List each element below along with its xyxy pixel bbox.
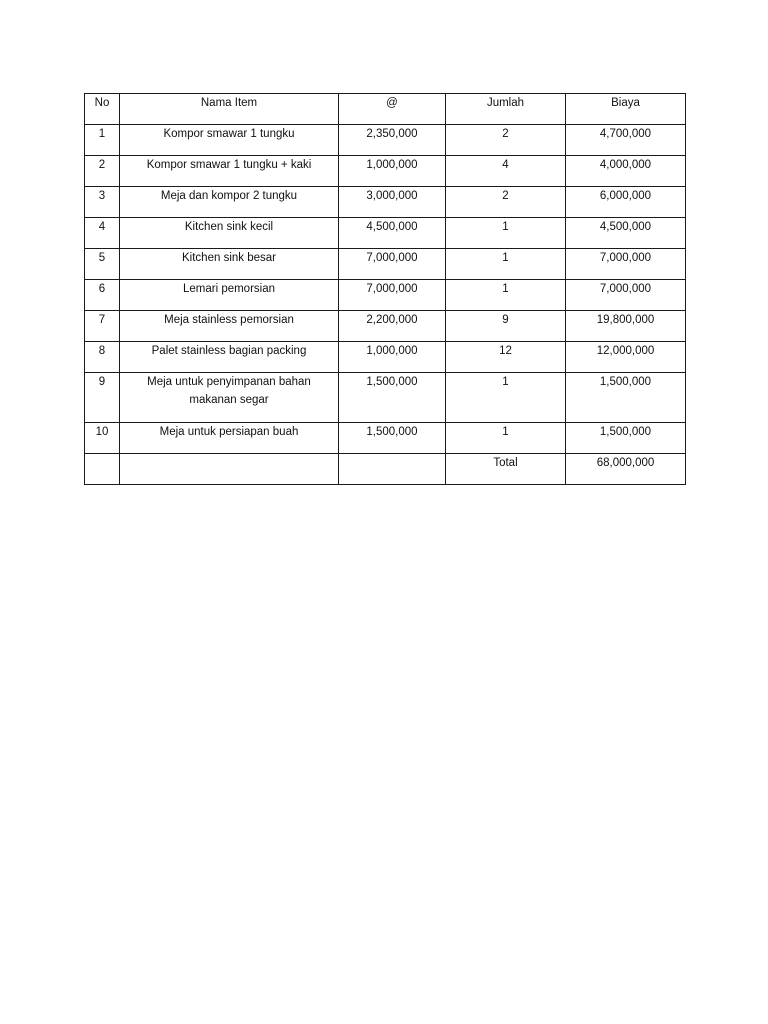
cell-qty: 1: [446, 218, 566, 249]
table-row: [85, 423, 686, 454]
cell-name: Meja untuk persiapan buah: [120, 423, 339, 454]
cell-qty: 9: [446, 311, 566, 342]
cell-no: 8: [85, 342, 120, 373]
cell-empty: [120, 454, 339, 485]
header-no: No: [85, 94, 120, 125]
total-label: Total: [446, 454, 566, 485]
cell-qty: 1: [446, 373, 566, 423]
table-row: [85, 156, 686, 187]
cell-empty: [339, 454, 446, 485]
cell-name: Kitchen sink besar: [120, 249, 339, 280]
cell-name: Kitchen sink kecil: [120, 218, 339, 249]
total-value: 68,000,000: [566, 454, 686, 485]
cell-no: 10: [85, 423, 120, 454]
cell-price: 2,350,000: [339, 125, 446, 156]
cell-cost: 4,700,000: [566, 125, 686, 156]
table-row: [85, 125, 686, 156]
cell-price: 1,500,000: [339, 423, 446, 454]
cell-cost: 7,000,000: [566, 280, 686, 311]
cell-cost: 6,000,000: [566, 187, 686, 218]
cell-price: 1,500,000: [339, 373, 446, 423]
cell-qty: 2: [446, 187, 566, 218]
cell-name: Lemari pemorsian: [120, 280, 339, 311]
cell-price: 1,000,000: [339, 156, 446, 187]
table-row: [85, 218, 686, 249]
cell-no: 6: [85, 280, 120, 311]
cell-qty: 1: [446, 249, 566, 280]
cell-cost: 1,500,000: [566, 373, 686, 423]
table-row: [85, 311, 686, 342]
table-row: [85, 342, 686, 373]
header-price: @: [339, 94, 446, 125]
cell-price: 2,200,000: [339, 311, 446, 342]
table-row: [85, 373, 686, 423]
cell-name: Kompor smawar 1 tungku + kaki: [120, 156, 339, 187]
header-qty: Jumlah: [446, 94, 566, 125]
cell-name: Meja stainless pemorsian: [120, 311, 339, 342]
cell-price: 7,000,000: [339, 280, 446, 311]
table-total-row: [85, 454, 686, 485]
header-name: Nama Item: [120, 94, 339, 125]
cell-qty: 2: [446, 125, 566, 156]
cell-price: 4,500,000: [339, 218, 446, 249]
cell-name: Meja dan kompor 2 tungku: [120, 187, 339, 218]
table-row: [85, 280, 686, 311]
cell-cost: 19,800,000: [566, 311, 686, 342]
cell-name: Meja untuk penyimpanan bahan makanan segar: [120, 373, 339, 423]
cell-no: 3: [85, 187, 120, 218]
cell-no: 9: [85, 373, 120, 423]
cell-no: 1: [85, 125, 120, 156]
cell-no: 4: [85, 218, 120, 249]
cell-no: 2: [85, 156, 120, 187]
cell-qty: 1: [446, 423, 566, 454]
cell-no: 5: [85, 249, 120, 280]
cell-cost: 12,000,000: [566, 342, 686, 373]
cell-qty: 4: [446, 156, 566, 187]
table-header-row: [85, 94, 686, 125]
cell-price: 7,000,000: [339, 249, 446, 280]
cell-price: 3,000,000: [339, 187, 446, 218]
cell-empty: [85, 454, 120, 485]
cell-price: 1,000,000: [339, 342, 446, 373]
cell-qty: 1: [446, 280, 566, 311]
cost-table: [84, 93, 686, 485]
cell-name: Palet stainless bagian packing: [120, 342, 339, 373]
cell-cost: 1,500,000: [566, 423, 686, 454]
cell-name: Kompor smawar 1 tungku: [120, 125, 339, 156]
cell-cost: 4,500,000: [566, 218, 686, 249]
header-cost: Biaya: [566, 94, 686, 125]
table-row: [85, 249, 686, 280]
cell-no: 7: [85, 311, 120, 342]
cell-cost: 7,000,000: [566, 249, 686, 280]
cell-cost: 4,000,000: [566, 156, 686, 187]
table-row: [85, 187, 686, 218]
cell-qty: 12: [446, 342, 566, 373]
